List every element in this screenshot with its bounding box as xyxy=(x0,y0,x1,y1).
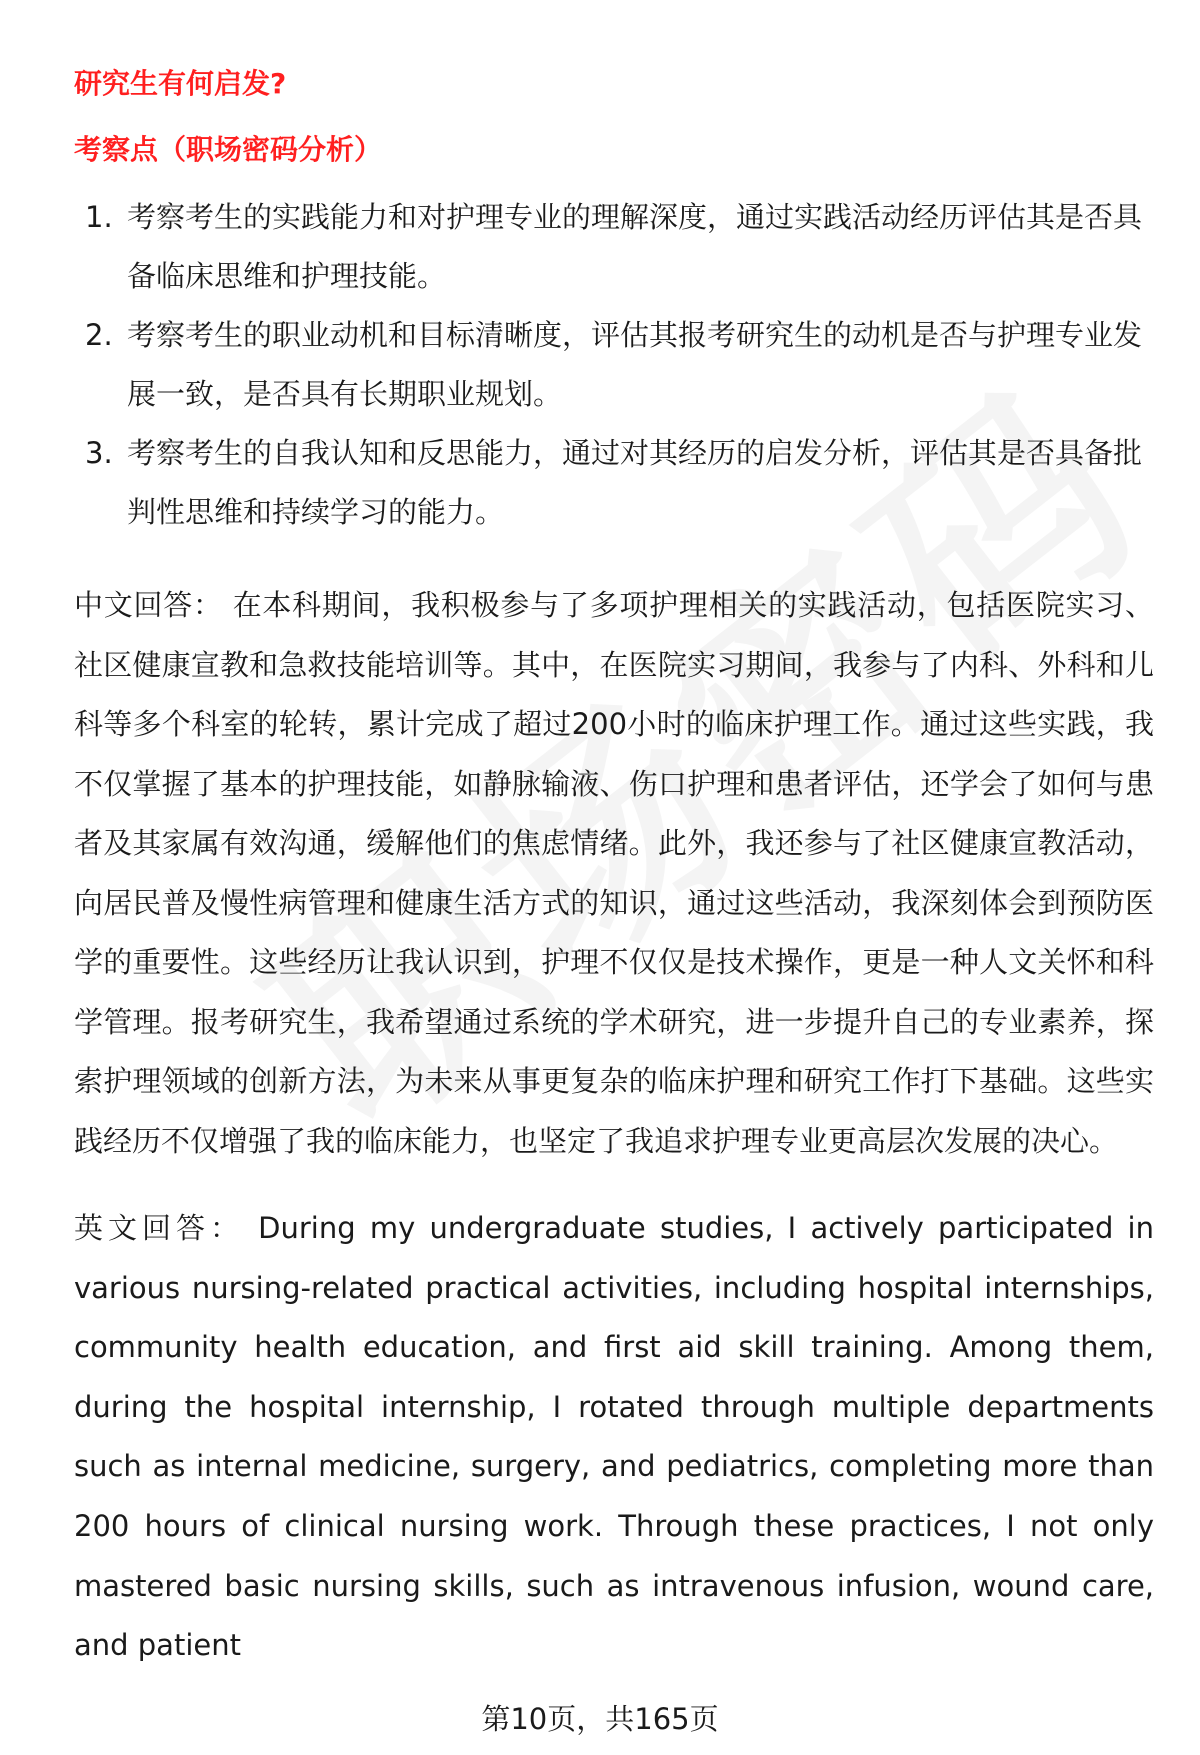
assessment-points-title: 考察点（职场密码分析） xyxy=(74,133,383,166)
list-item-number: 2. xyxy=(85,318,113,352)
english-answer-text: During my undergraduate studies, I actively participated in various nursing-related practical activities, including hospital internships, community health education, and first aid skill training. Among them, during the hospital internship, I rotated through multiple departments such as internal medicine, surgery, and pediatrics, completing more than 200 hours of clinical nursing work. Through these practices, I not only mastered basic nursing skills, such as intravenous infusion, wound care, and patient xyxy=(74,1211,1154,1663)
list-item-text: 考察考生的职业动机和目标清晰度，评估其报考研究生的动机是否与护理专业发展一致，是否具有长期职业规划。 xyxy=(127,318,1143,411)
document-content xyxy=(74,56,1154,1676)
list-item-text: 考察考生的实践能力和对护理专业的理解深度，通过实践活动经历评估其是否具备临床思维和护理技能。 xyxy=(127,200,1143,293)
list-item-text: 考察考生的自我认知和反思能力，通过对其经历的启发分析，评估其是否具备批判性思维和持续学习的能力。 xyxy=(127,436,1143,529)
assessment-points-list xyxy=(74,188,1154,542)
page-number-footer: 第10页，共165页 xyxy=(0,1701,1200,1737)
list-item xyxy=(74,188,1154,306)
chinese-answer-text: 在本科期间，我积极参与了多项护理相关的实践活动，包括医院实习、社区健康宣教和急救技能培训等。其中，在医院实习期间，我参与了内科、外科和儿科等多个科室的轮转，累计完成了超过200小时的临床护理工作。通过这些实践，我不仅掌握了基本的护理技能，如静脉输液、伤口护理和患者评估，还学会了如何与患者及其家属有效沟通，缓解他们的焦虑情绪。此外，我还参与了社区健康宣教活动，向居民普及慢性病管理和健康生活方式的知识，通过这些活动，我深刻体会到预防医学的重要性。这些经历让我认识到，护理不仅仅是技术操作，更是一种人文关怀和科学管理。报考研究生，我希望通过系统的学术研究，进一步提升自己的专业素养，探索护理领域的创新方法，为未来从事更复杂的临床护理和研究工作打下基础。这些实践经历不仅增强了我的临床能力，也坚定了我追求护理专业更高层次发展的决心。 xyxy=(74,588,1154,1158)
english-answer-label: 英文回答： xyxy=(74,1211,244,1245)
list-item-number: 1. xyxy=(85,200,113,234)
question-heading-tail: 研究生有何启发? xyxy=(74,67,287,100)
chinese-answer-paragraph xyxy=(74,576,1154,1171)
list-item-number: 3. xyxy=(85,436,113,470)
list-item xyxy=(74,306,1154,424)
english-answer-paragraph xyxy=(74,1199,1154,1676)
chinese-answer-label: 中文回答： xyxy=(74,588,223,622)
list-item xyxy=(74,424,1154,542)
